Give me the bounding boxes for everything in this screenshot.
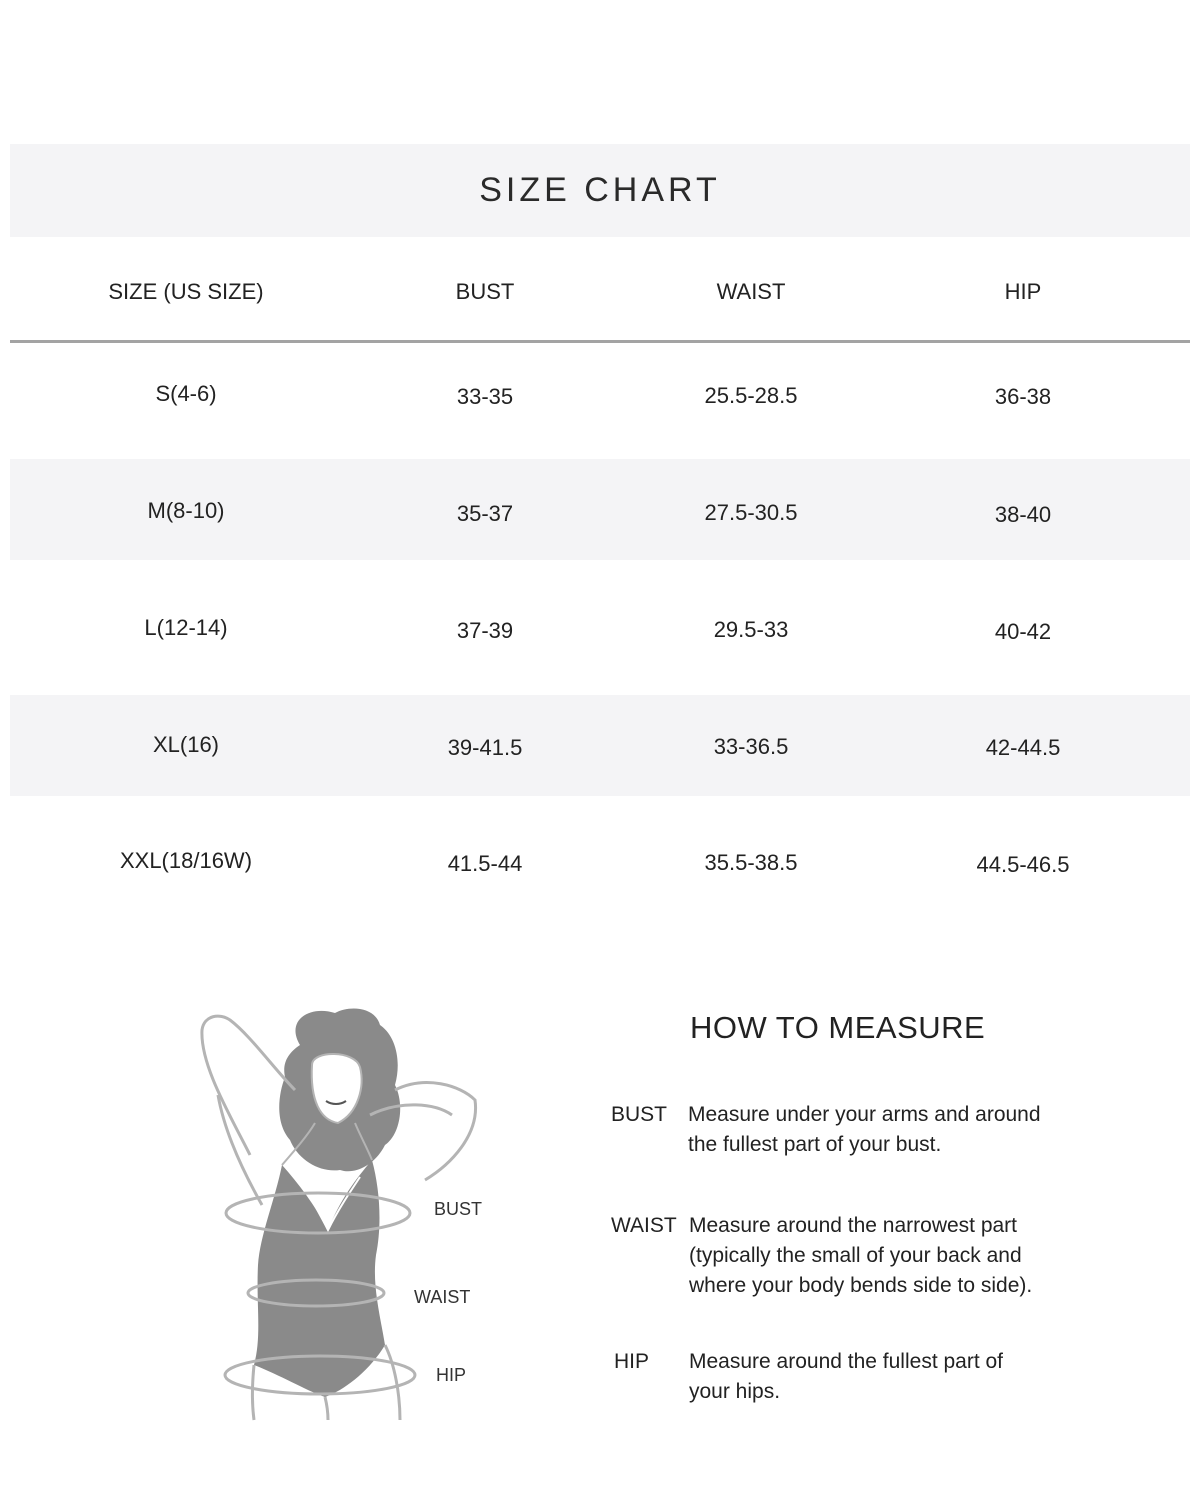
cell-size: S(4-6) [155, 381, 217, 406]
cell-hip: 36-38 [994, 384, 1052, 409]
guide-term-waist: WAIST [611, 1214, 677, 1237]
cell-waist: 35.5-38.5 [704, 850, 798, 875]
title-band [10, 144, 1190, 237]
guide-desc-line: Measure around the fullest part of [689, 1350, 1004, 1373]
cell-waist: 29.5-33 [713, 617, 789, 642]
cell-hip: 40-42 [994, 619, 1052, 644]
guide-desc-line: the fullest part of your bust. [688, 1133, 942, 1156]
figure-label-bust: BUST [434, 1199, 483, 1219]
figure-label-hip: HIP [436, 1365, 467, 1385]
guide-term-hip: HIP [614, 1350, 650, 1373]
cell-bust: 37-39 [456, 618, 514, 643]
header-waist: WAIST [716, 279, 786, 304]
guide-desc-line: Measure under your arms and around [688, 1103, 1041, 1126]
figure-label-waist: WAIST [414, 1287, 471, 1307]
table-row [10, 695, 1190, 796]
cell-size: M(8-10) [147, 498, 225, 523]
guide-desc-bust [688, 1100, 1078, 1160]
guide-desc-line: where your body bends side to side). [689, 1274, 1033, 1297]
guide-desc-waist [689, 1211, 1079, 1301]
cell-bust: 33-35 [456, 384, 514, 409]
cell-waist: 27.5-30.5 [704, 500, 798, 525]
cell-hip: 42-44.5 [985, 735, 1061, 760]
cell-waist: 33-36.5 [713, 734, 789, 759]
size-table [10, 237, 1190, 912]
table-row [10, 560, 1190, 695]
header-size: SIZE (US SIZE) [108, 279, 264, 304]
guide-desc-line: your hips. [689, 1380, 781, 1403]
header-hip: HIP [1004, 279, 1042, 304]
cell-size: XL(16) [152, 732, 220, 757]
table-row [10, 796, 1190, 912]
cell-bust: 41.5-44 [447, 851, 523, 876]
cell-size: L(12-14) [144, 615, 228, 640]
guide-term-bust: BUST [611, 1103, 668, 1126]
table-row [10, 459, 1190, 560]
guide-desc-hip [689, 1347, 1079, 1407]
page-title: SIZE CHART [479, 171, 721, 209]
guide-desc-line: Measure around the narrowest part [689, 1214, 1018, 1237]
cell-hip: 38-40 [994, 502, 1052, 527]
table-header [10, 237, 1190, 343]
cell-waist: 25.5-28.5 [704, 383, 798, 408]
cell-size: XXL(18/16W) [119, 848, 253, 873]
guide-desc-line: (typically the small of your back and [689, 1244, 1022, 1267]
cell-bust: 35-37 [456, 501, 514, 526]
cell-bust: 39-41.5 [447, 735, 523, 760]
how-to-measure-title: HOW TO MEASURE [690, 1010, 986, 1045]
table-row [10, 343, 1190, 459]
cell-hip: 44.5-46.5 [976, 852, 1070, 877]
header-bust: BUST [455, 279, 515, 304]
